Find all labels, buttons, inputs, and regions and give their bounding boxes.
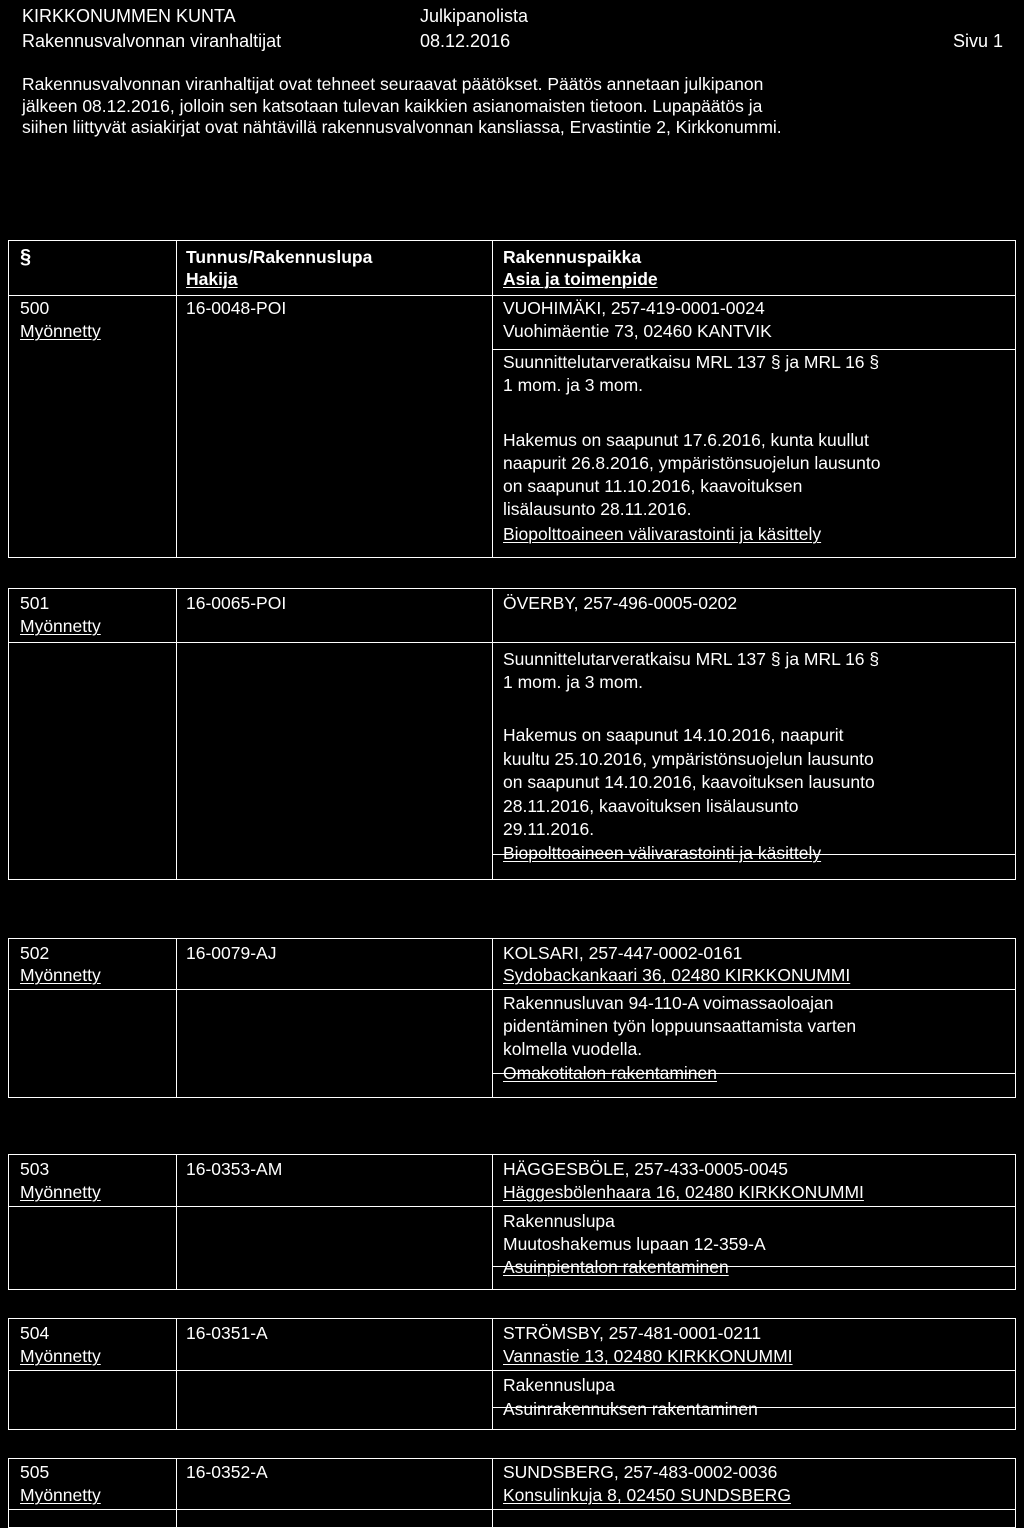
column-header-applicant: Hakija (186, 269, 238, 289)
department-name: Rakennusvalvonnan viranhaltijat (22, 31, 282, 51)
decision-text: Muutoshakemus lupaan 12-359-A (503, 1234, 766, 1254)
permit-id: 16-0352-A (186, 1462, 268, 1482)
note-line: kuultu 25.10.2016, ympäristönsuojelun lausunto (503, 749, 874, 769)
document-type: Julkipanolista (420, 6, 529, 26)
record-number: 503 (20, 1159, 50, 1179)
record-status: Myönnetty (20, 616, 101, 636)
decision-text: Rakennusluvan 94-110-A voimassaoloajan (503, 993, 834, 1013)
decision-text: kolmella vuodella. (503, 1039, 643, 1059)
record-status: Myönnetty (20, 1485, 101, 1505)
section-symbol: § (20, 246, 32, 268)
decision-text: pidentäminen työn loppuunsaattamista varten (503, 1016, 857, 1036)
decision-table-503 (8, 1154, 1016, 1290)
column-header-permit: Tunnus/Rakennuslupa (186, 247, 373, 267)
record-number: 500 (20, 298, 50, 318)
permit-id: 16-0079-AJ (186, 943, 277, 963)
page-number: Sivu 1 (953, 31, 1004, 51)
record-status: Myönnetty (20, 321, 101, 341)
record-status: Myönnetty (20, 965, 101, 985)
note-line: Hakemus on saapunut 17.6.2016, kunta kuullut (503, 430, 869, 450)
decision-text: 1 mom. ja 3 mom. (503, 672, 644, 692)
note-line: 29.11.2016. (503, 819, 595, 839)
property-address: Vuohimäentie 73, 02460 KANTVIK (503, 321, 772, 341)
decision-text: 1 mom. ja 3 mom. (503, 375, 644, 395)
permit-id: 16-0065-POI (186, 593, 287, 613)
record-status: Myönnetty (20, 1346, 101, 1366)
intro-line: Rakennusvalvonnan viranhaltijat ovat tehneet seuraavat päätökset. Päätös annetaan julkipanon (22, 74, 764, 94)
property-id: KOLSARI, 257-447-0002-0161 (503, 943, 743, 963)
property-id: ÖVERBY, 257-496-0005-0202 (503, 593, 738, 613)
permit-id: 16-0048-POI (186, 298, 287, 318)
action-text: Asuinrakennuksen rakentaminen (503, 1399, 758, 1419)
decision-text: Rakennuslupa (503, 1375, 615, 1395)
decision-text: Rakennuslupa (503, 1211, 615, 1231)
intro-paragraph (22, 74, 1007, 139)
note-line: on saapunut 14.10.2016, kaavoituksen lausunto (503, 772, 875, 792)
record-number: 502 (20, 943, 50, 963)
note-line: on saapunut 11.10.2016, kaavoituksen (503, 476, 803, 496)
action-text: Omakotitalon rakentaminen (503, 1063, 717, 1083)
property-id: SUNDSBERG, 257-483-0002-0036 (503, 1462, 778, 1482)
property-address: Konsulinkuja 8, 02450 SUNDSBERG (503, 1485, 791, 1505)
permit-id: 16-0351-A (186, 1323, 268, 1343)
decision-table-505 (8, 1458, 1016, 1528)
record-number: 504 (20, 1323, 50, 1343)
decision-table-504 (8, 1318, 1016, 1430)
property-id: VUOHIMÄKI, 257-419-0001-0024 (503, 298, 765, 318)
intro-line: siihen liittyvät asiakirjat ovat nähtävillä rakennusvalvonnan kansliassa, Ervastintie 2, Kirkkonummi. (22, 117, 782, 137)
decision-table-500 (8, 240, 1016, 558)
intro-line: jälkeen 08.12.2016, jolloin sen katsotaan tulevan kaikkien asianomaisten tietoon. Lupapäätös ja (22, 95, 763, 116)
record-status: Myönnetty (20, 1182, 101, 1202)
note-line: Hakemus on saapunut 14.10.2016, naapurit (503, 725, 844, 745)
record-number: 501 (20, 593, 50, 613)
document-date: 08.12.2016 (420, 31, 511, 51)
action-text: Biopolttoaineen välivarastointi ja käsittely (503, 524, 822, 544)
column-header-action: Asia ja toimenpide (503, 269, 658, 289)
note-line: naapurit 26.8.2016, ympäristönsuojelun lausunto (503, 453, 881, 473)
property-id: HÄGGESBÖLE, 257-433-0005-0045 (503, 1159, 789, 1179)
property-id: STRÖMSBY, 257-481-0001-0211 (503, 1323, 762, 1343)
decision-table-502 (8, 938, 1016, 1098)
column-header-site: Rakennuspaikka (503, 247, 642, 267)
permit-id: 16-0353-AM (186, 1159, 283, 1179)
property-address: Häggesbölenhaara 16, 02480 KIRKKONUMMI (503, 1182, 864, 1202)
decision-text: Suunnittelutarveratkaisu MRL 137 § ja MRL 16 § (503, 649, 880, 669)
decision-text: Suunnittelutarveratkaisu MRL 137 § ja MRL 16 § (503, 352, 880, 372)
action-text: Asuinpientalon rakentaminen (503, 1257, 729, 1277)
municipality-name: KIRKKONUMMEN KUNTA (22, 6, 236, 26)
note-line: 28.11.2016, kaavoituksen lisälausunto (503, 796, 799, 816)
note-line: lisälausunto 28.11.2016. (503, 499, 692, 519)
property-address: Sydobackankaari 36, 02480 KIRKKONUMMI (503, 965, 851, 985)
decision-table-501 (8, 588, 1016, 880)
record-number: 505 (20, 1462, 50, 1482)
property-address: Vannastie 13, 02480 KIRKKONUMMI (503, 1346, 793, 1366)
action-text: Biopolttoaineen välivarastointi ja käsittely (503, 843, 822, 863)
